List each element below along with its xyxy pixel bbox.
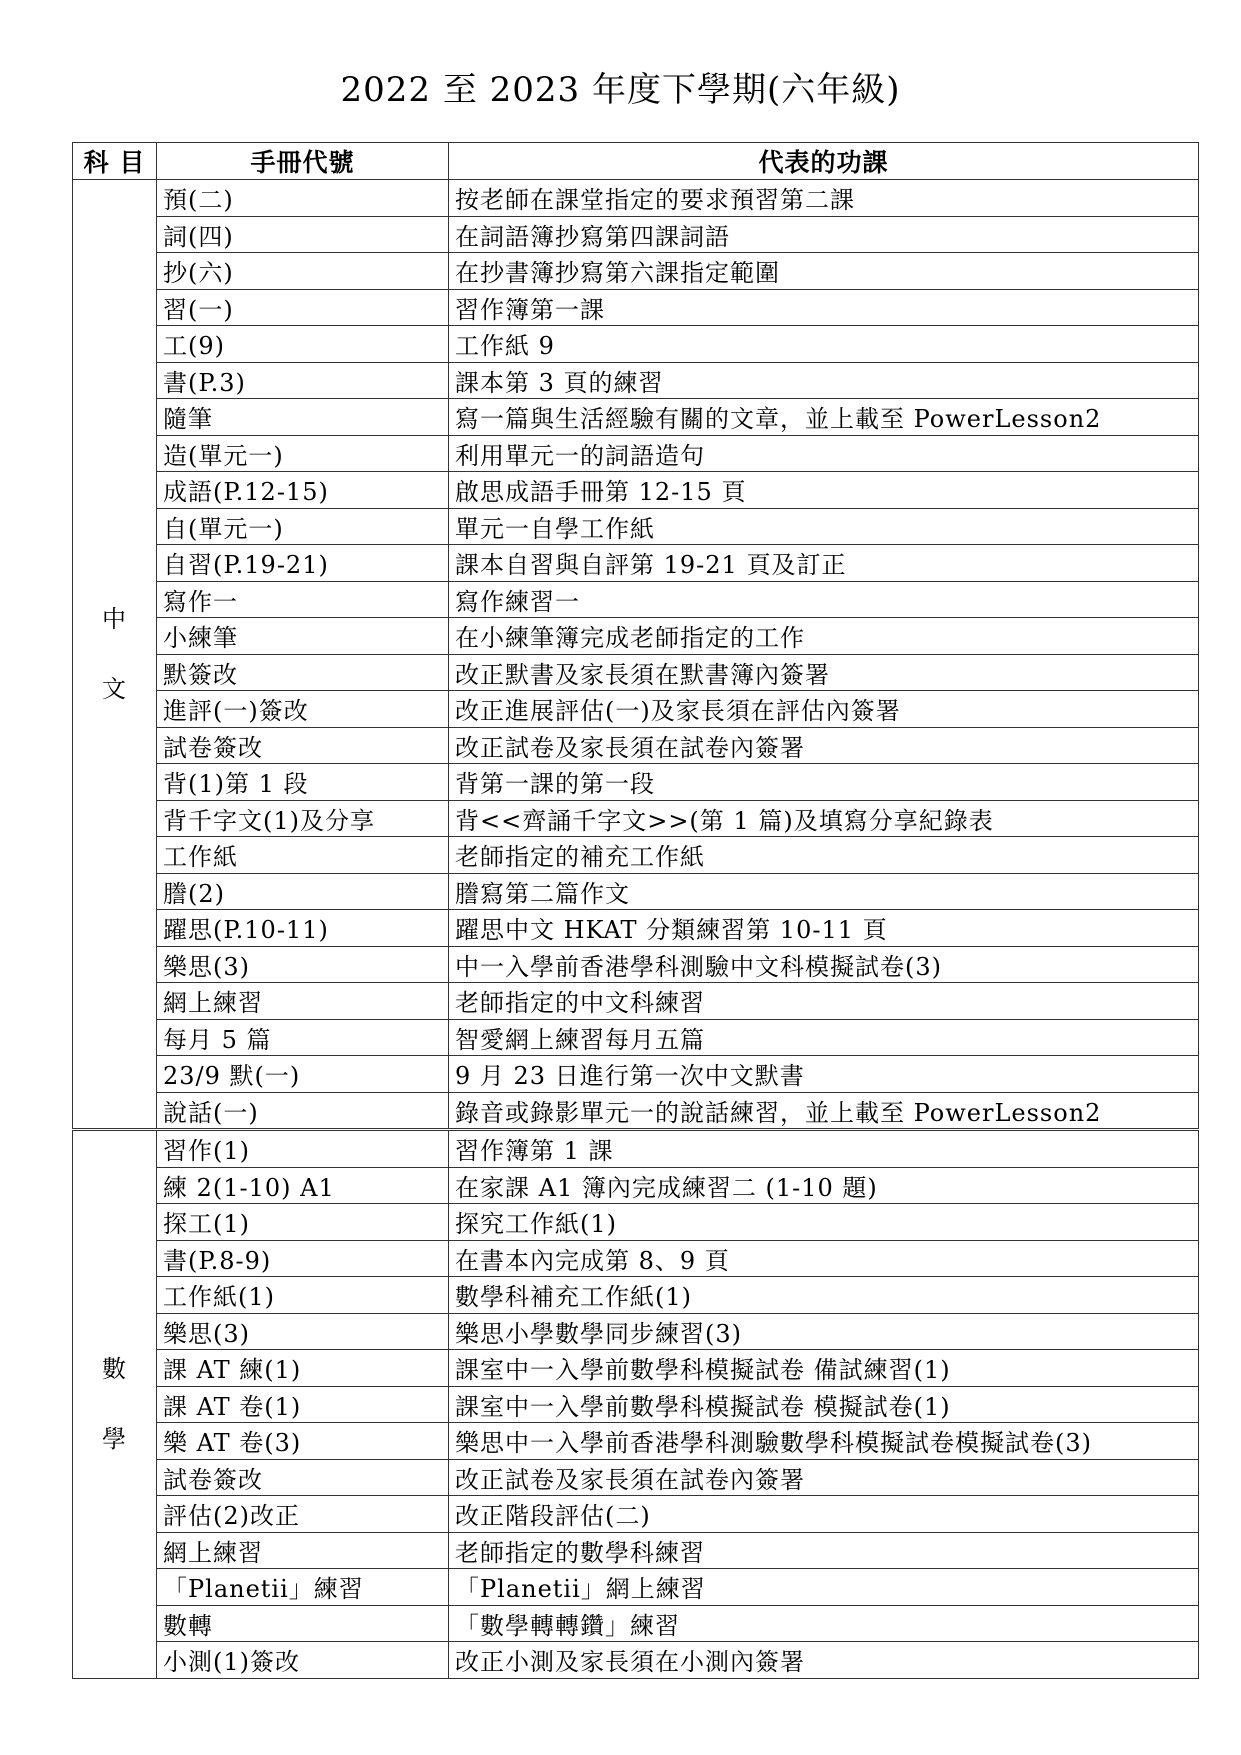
table-row: [73, 472, 1199, 509]
subject-cell: [73, 1130, 157, 1679]
homework-code: 謄(2): [157, 873, 449, 910]
homework-code: 說話(一): [157, 1092, 449, 1130]
homework-description: 課室中一入學前數學科模擬試卷 模擬試卷(1): [449, 1386, 1199, 1423]
homework-code: 自(單元一): [157, 508, 449, 545]
table-row: [73, 1313, 1199, 1350]
homework-code: 「Planetii」練習: [157, 1569, 449, 1606]
table-row: [73, 1532, 1199, 1569]
table-row: [73, 1605, 1199, 1642]
homework-code: 每月 5 篇: [157, 1019, 449, 1056]
table-row: [73, 508, 1199, 545]
homework-description: 樂思小學數學同步練習(3): [449, 1313, 1199, 1350]
table-row: [73, 180, 1199, 217]
table-row: [73, 910, 1199, 947]
homework-description: 老師指定的數學科練習: [449, 1532, 1199, 1569]
homework-description: 習作簿第 1 課: [449, 1130, 1199, 1168]
homework-description: 按老師在課堂指定的要求預習第二課: [449, 180, 1199, 217]
table-row: [73, 399, 1199, 436]
homework-code: 抄(六): [157, 253, 449, 290]
homework-description: 課本自習與自評第 19-21 頁及訂正: [449, 545, 1199, 582]
table-row: [73, 1019, 1199, 1056]
homework-description: 在書本內完成第 8、9 頁: [449, 1240, 1199, 1277]
homework-description: 躍思中文 HKAT 分類練習第 10-11 頁: [449, 910, 1199, 947]
homework-description: 利用單元一的詞語造句: [449, 435, 1199, 472]
table-row: [73, 1423, 1199, 1460]
homework-description: 在小練筆簿完成老師指定的工作: [449, 618, 1199, 655]
homework-code: 詞(四): [157, 216, 449, 253]
table-row: [73, 289, 1199, 326]
homework-code: 工作紙(1): [157, 1277, 449, 1314]
homework-code: 練 2(1-10) A1: [157, 1167, 449, 1204]
subject-name-char: 數: [102, 1355, 127, 1384]
header-code: 手冊代號: [157, 143, 449, 180]
homework-code: 習作(1): [157, 1130, 449, 1168]
table-row: [73, 727, 1199, 764]
homework-code: 工作紙: [157, 837, 449, 874]
homework-code: 預(二): [157, 180, 449, 217]
homework-table: [72, 142, 1199, 1679]
homework-code: 樂 AT 卷(3): [157, 1423, 449, 1460]
table-row: [73, 435, 1199, 472]
homework-description: 改正進展評估(一)及家長須在評估內簽署: [449, 691, 1199, 728]
homework-description: 改正默書及家長須在默書簿內簽署: [449, 654, 1199, 691]
homework-description: 改正小測及家長須在小測內簽署: [449, 1642, 1199, 1679]
homework-description: 中一入學前香港學科測驗中文科模擬試卷(3): [449, 946, 1199, 983]
homework-code: 造(單元一): [157, 435, 449, 472]
homework-code: 樂思(3): [157, 946, 449, 983]
homework-description: 改正試卷及家長須在試卷內簽署: [449, 727, 1199, 764]
homework-description: 老師指定的補充工作紙: [449, 837, 1199, 874]
homework-code: 評估(2)改正: [157, 1496, 449, 1533]
homework-code: 試卷簽改: [157, 727, 449, 764]
homework-description: 寫一篇與生活經驗有關的文章，並上載至 PowerLesson2: [449, 399, 1199, 436]
homework-code: 探工(1): [157, 1204, 449, 1241]
table-row: [73, 1092, 1199, 1130]
homework-description: 啟思成語手冊第 12-15 頁: [449, 472, 1199, 509]
homework-description: 背<<齊誦千字文>>(第 1 篇)及填寫分享紀錄表: [449, 800, 1199, 837]
subject-name-char: 文: [102, 675, 127, 703]
homework-description: 「數學轉轉鑽」練習: [449, 1605, 1199, 1642]
homework-description: 在詞語簿抄寫第四課詞語: [449, 216, 1199, 253]
page-title: 2022 至 2023 年度下學期(六年級): [340, 70, 901, 110]
homework-code: 默簽改: [157, 654, 449, 691]
table-row: [73, 1642, 1199, 1679]
homework-description: 樂思中一入學前香港學科測驗數學科模擬試卷模擬試卷(3): [449, 1423, 1199, 1460]
table-row: [73, 837, 1199, 874]
table-row: [73, 545, 1199, 582]
homework-code: 進評(一)簽改: [157, 691, 449, 728]
table-row: [73, 581, 1199, 618]
homework-description: 數學科補充工作紙(1): [449, 1277, 1199, 1314]
homework-description: 「Planetii」網上練習: [449, 1569, 1199, 1606]
homework-code: 網上練習: [157, 1532, 449, 1569]
homework-code: 23/9 默(一): [157, 1056, 449, 1093]
homework-code: 隨筆: [157, 399, 449, 436]
homework-code: 課 AT 卷(1): [157, 1386, 449, 1423]
homework-code: 自習(P.19-21): [157, 545, 449, 582]
homework-description: 在家課 A1 簿內完成練習二 (1-10 題): [449, 1167, 1199, 1204]
homework-code: 書(P.8-9): [157, 1240, 449, 1277]
table-row: [73, 800, 1199, 837]
table-row: [73, 654, 1199, 691]
table-row: [73, 691, 1199, 728]
homework-description: 老師指定的中文科練習: [449, 983, 1199, 1020]
homework-description: 探究工作紙(1): [449, 1204, 1199, 1241]
table-row: [73, 764, 1199, 801]
table-row: [73, 253, 1199, 290]
homework-description: 9 月 23 日進行第一次中文默書: [449, 1056, 1199, 1093]
homework-description: 背第一課的第一段: [449, 764, 1199, 801]
homework-code: 躍思(P.10-11): [157, 910, 449, 947]
homework-description: 錄音或錄影單元一的說話練習，並上載至 PowerLesson2: [449, 1092, 1199, 1130]
table-row: [73, 1569, 1199, 1606]
table-row: [73, 873, 1199, 910]
homework-description: 在抄書簿抄寫第六課指定範圍: [449, 253, 1199, 290]
homework-description: 工作紙 9: [449, 326, 1199, 363]
homework-description: 課本第 3 頁的練習: [449, 362, 1199, 399]
table-row: [73, 1167, 1199, 1204]
table-row: [73, 1277, 1199, 1314]
table-row: [73, 1350, 1199, 1387]
subject-name-char: 學: [102, 1425, 127, 1454]
homework-description: 改正試卷及家長須在試卷內簽署: [449, 1459, 1199, 1496]
homework-code: 網上練習: [157, 983, 449, 1020]
homework-description: 習作簿第一課: [449, 289, 1199, 326]
header-subject: 科 目: [73, 143, 157, 180]
homework-code: 小練筆: [157, 618, 449, 655]
homework-code: 試卷簽改: [157, 1459, 449, 1496]
table-row: [73, 362, 1199, 399]
homework-code: 背(1)第 1 段: [157, 764, 449, 801]
homework-code: 樂思(3): [157, 1313, 449, 1350]
homework-description: 改正階段評估(二): [449, 1496, 1199, 1533]
table-row: [73, 1240, 1199, 1277]
table-row: [73, 1459, 1199, 1496]
subject-cell: [73, 180, 157, 1130]
table-row: [73, 946, 1199, 983]
homework-code: 寫作一: [157, 581, 449, 618]
homework-code: 課 AT 練(1): [157, 1350, 449, 1387]
table-body: [73, 180, 1199, 1679]
homework-description: 課室中一入學前數學科模擬試卷 備試練習(1): [449, 1350, 1199, 1387]
table-row: [73, 618, 1199, 655]
table-row: [73, 326, 1199, 363]
table-row: [73, 1386, 1199, 1423]
homework-description: 單元一自學工作紙: [449, 508, 1199, 545]
homework-description: 寫作練習一: [449, 581, 1199, 618]
table-row: [73, 1496, 1199, 1533]
homework-code: 數轉: [157, 1605, 449, 1642]
homework-code: 背千字文(1)及分享: [157, 800, 449, 837]
homework-code: 小測(1)簽改: [157, 1642, 449, 1679]
homework-description: 謄寫第二篇作文: [449, 873, 1199, 910]
table-row: [73, 216, 1199, 253]
homework-code: 習(一): [157, 289, 449, 326]
homework-code: 成語(P.12-15): [157, 472, 449, 509]
homework-code: 工(9): [157, 326, 449, 363]
subject-name-char: 中: [102, 605, 127, 633]
table-row: [73, 1130, 1199, 1168]
table-row: [73, 1204, 1199, 1241]
homework-code: 書(P.3): [157, 362, 449, 399]
header-row: [73, 143, 1199, 180]
header-desc: 代表的功課: [449, 143, 1199, 180]
table-row: [73, 983, 1199, 1020]
table-row: [73, 1056, 1199, 1093]
homework-description: 智愛網上練習每月五篇: [449, 1019, 1199, 1056]
